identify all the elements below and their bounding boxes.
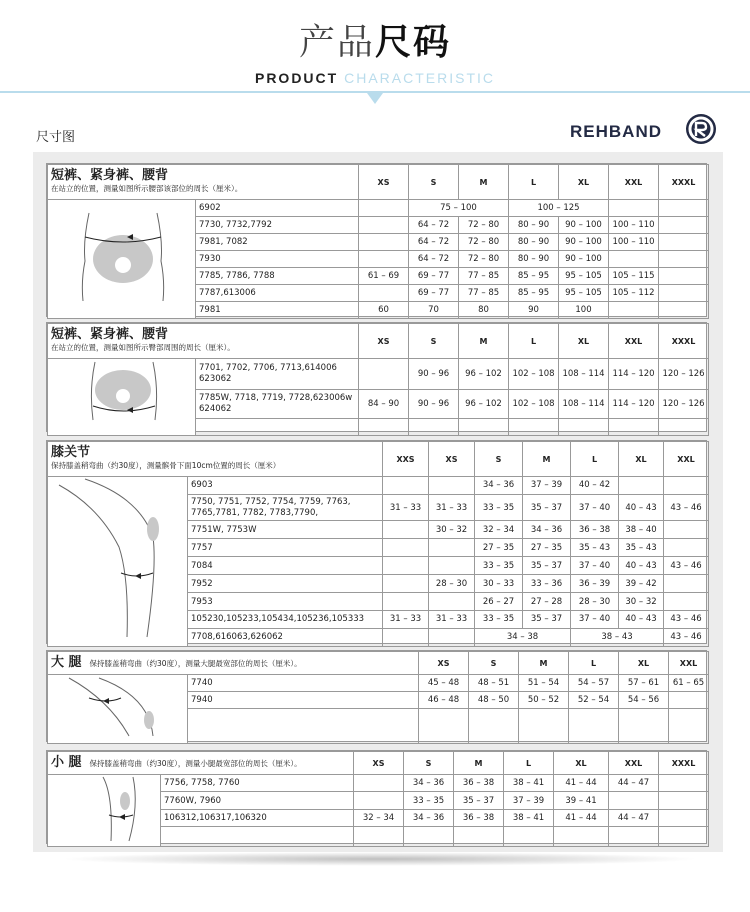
size-value [354,775,404,792]
size-header: XS [359,165,409,200]
thigh-subtitle: 保持膝盖稍弯曲（约30度），测量大腿最宽部位的周长（厘米）。 [89,658,302,668]
calf-subtitle: 保持膝盖稍弯曲（约30度），测量小腿最宽部位的周长（厘米）。 [89,758,302,768]
knee-subtitle: 保持膝盖稍弯曲（约30度），测量髌骨下面10cm位置的周长（厘米） [51,461,281,470]
size-value: 43 – 46 [664,557,709,575]
size-value: 32 – 34 [354,809,404,826]
size-value: 120 – 126 [659,390,709,419]
size-value: 38 – 41 [504,809,554,826]
page-title-light: 产品 [298,22,375,63]
size-header: XL [619,652,669,675]
size-value: 37 – 39 [504,792,554,809]
size-value: 54 – 56 [619,692,669,709]
size-value: 90 – 96 [409,390,459,419]
size-value: 77 – 85 [459,285,509,302]
size-value: 35 – 37 [523,557,571,575]
product-code: 7751W, 7753W [188,521,383,539]
size-value: 48 – 51 [469,675,519,692]
size-value: 43 – 46 [664,611,709,629]
size-header: L [509,165,559,200]
product-code: 106312,106317,106320 [161,809,354,826]
logo-r-icon [686,114,716,144]
size-value [383,593,429,611]
size-value: 61 – 69 [359,268,409,285]
size-value: 33 – 36 [523,575,571,593]
size-value: 105 – 112 [609,285,659,302]
size-value [609,251,659,268]
size-value [659,775,709,792]
size-value: 31 – 33 [429,494,475,520]
waist-title: 短裤、紧身裤、腰背 [51,168,169,183]
size-value [659,251,709,268]
page-title [0,14,750,65]
size-value: 84 – 90 [359,390,409,419]
size-value: 31 – 33 [383,611,429,629]
size-value: 100 [559,302,609,319]
size-value [429,539,475,557]
size-value [659,792,709,809]
size-value [429,557,475,575]
size-value: 38 – 41 [504,775,554,792]
size-value: 30 – 32 [619,593,664,611]
size-value: 33 – 35 [404,792,454,809]
size-value: 28 – 30 [571,593,619,611]
size-value [609,302,659,319]
page-title-bold: 尺码 [375,22,452,63]
size-value [659,217,709,234]
product-code: 7981, 7082 [196,234,359,251]
hip-title: 短裤、紧身裤、腰背 [51,327,169,342]
product-code: 105230,105233,105434,105236,105333 [188,611,383,629]
size-value: 102 – 108 [509,359,559,390]
size-header: XXL [669,652,709,675]
product-code: 6903 [188,477,383,495]
size-value: 37 – 39 [523,477,571,495]
size-header: XS [354,752,404,775]
size-header: XS [429,442,475,477]
size-value: 34 – 36 [523,521,571,539]
product-code: 7730, 7732,7792 [196,217,359,234]
size-header: XXL [609,324,659,359]
size-header: XL [559,324,609,359]
size-value: 72 – 80 [459,234,509,251]
size-value: 64 – 72 [409,251,459,268]
size-value [383,521,429,539]
size-value: 90 – 96 [409,359,459,390]
header-triangle [367,93,383,104]
size-value: 52 – 54 [569,692,619,709]
size-value: 32 – 34 [475,521,523,539]
size-header: XL [554,752,609,775]
size-value: 30 – 32 [429,521,475,539]
size-value: 54 – 57 [569,675,619,692]
size-value [354,792,404,809]
size-value: 26 – 27 [475,593,523,611]
size-header: XXL [609,752,659,775]
product-code: 7785, 7786, 7788 [196,268,359,285]
size-value: 40 – 42 [571,477,619,495]
size-value: 108 – 114 [559,359,609,390]
size-value [659,234,709,251]
size-header: M [459,324,509,359]
size-value: 48 – 50 [469,692,519,709]
knee-illustration [48,477,188,647]
size-value: 70 [409,302,459,319]
size-header: S [475,442,523,477]
size-value: 90 – 100 [559,234,609,251]
rehband-logo [570,114,720,148]
size-header: M [519,652,569,675]
size-value: 31 – 33 [429,611,475,629]
size-value [619,477,664,495]
size-value: 95 – 105 [559,268,609,285]
size-value: 35 – 37 [454,792,504,809]
size-range: 34 – 38 [475,628,571,646]
size-value: 37 – 40 [571,557,619,575]
size-header: S [409,165,459,200]
hip-title-cell [48,324,359,359]
size-value: 33 – 35 [475,557,523,575]
size-value: 27 – 35 [475,539,523,557]
size-value: 114 – 120 [609,359,659,390]
size-value: 41 – 44 [554,775,609,792]
size-value: 27 – 28 [523,593,571,611]
size-value: 35 – 43 [619,539,664,557]
size-header: L [571,442,619,477]
size-value [664,477,709,495]
size-value: 61 – 65 [669,675,709,692]
size-value [659,302,709,319]
size-value: 100 – 110 [609,217,659,234]
product-code: 7787,613006 [196,285,359,302]
calf-title: 小 腿 [51,754,82,770]
size-value: 57 – 61 [619,675,669,692]
size-value: 80 [459,302,509,319]
product-code: 7756, 7758, 7760 [161,775,354,792]
size-value: 39 – 42 [619,575,664,593]
subtitle-dark: PRODUCT [254,70,339,86]
size-value: 36 – 38 [454,809,504,826]
size-value [429,593,475,611]
size-value: 37 – 40 [571,611,619,629]
size-value: 41 – 44 [554,809,609,826]
size-value: 50 – 52 [519,692,569,709]
size-value: 102 – 108 [509,390,559,419]
size-range: 100 – 125 [509,200,609,217]
size-header: L [569,652,619,675]
thigh-illustration [48,675,188,744]
size-value: 31 – 33 [383,494,429,520]
size-value [359,251,409,268]
size-value: 34 – 36 [404,809,454,826]
size-value: 44 – 47 [609,809,659,826]
size-header: XXS [383,442,429,477]
size-value: 33 – 35 [475,611,523,629]
waist-illustration [48,200,196,319]
size-value: 45 – 48 [419,675,469,692]
section-calf [46,750,707,844]
size-value: 44 – 47 [609,775,659,792]
thigh-title-cell [48,652,419,675]
size-value: 64 – 72 [409,217,459,234]
size-value: 43 – 46 [664,494,709,520]
size-value: 34 – 36 [475,477,523,495]
size-value: 80 – 90 [509,234,559,251]
size-value: 36 – 39 [571,575,619,593]
product-code: 7981 [196,302,359,319]
size-value [383,557,429,575]
size-value: 90 – 100 [559,251,609,268]
knee-title-cell [48,442,383,477]
size-header: XL [619,442,664,477]
size-value: 85 – 95 [509,268,559,285]
section-waist [46,163,707,317]
size-value: 90 [509,302,559,319]
product-code: 7701, 7702, 7706, 7713,614006 623062 [196,359,359,390]
size-value: 90 – 100 [559,217,609,234]
size-value [664,539,709,557]
size-value: 51 – 54 [519,675,569,692]
size-value: 80 – 90 [509,251,559,268]
knee-title: 膝关节 [51,445,91,460]
size-header: XXL [609,165,659,200]
size-range: 38 – 43 [571,628,664,646]
size-value: 100 – 110 [609,234,659,251]
size-header: XS [359,324,409,359]
product-code: 7740 [188,675,419,692]
size-value: 43 – 46 [664,628,709,646]
size-header: L [504,752,554,775]
size-value: 35 – 37 [523,494,571,520]
waist-title-cell [48,165,359,200]
size-value [383,539,429,557]
size-header: XL [559,165,609,200]
size-chart-label: 尺寸图 [36,130,76,145]
product-code: 7952 [188,575,383,593]
size-value: 85 – 95 [509,285,559,302]
size-value [669,692,709,709]
size-value: 108 – 114 [559,390,609,419]
size-value [383,477,429,495]
size-value: 33 – 35 [475,494,523,520]
size-value: 72 – 80 [459,217,509,234]
section-knee [46,440,707,644]
size-value: 38 – 40 [619,521,664,539]
size-value [609,792,659,809]
page-subtitle [0,70,750,86]
size-header: XS [419,652,469,675]
size-header: XXL [664,442,709,477]
size-value: 30 – 33 [475,575,523,593]
section-hip [46,322,707,432]
size-value: 69 – 77 [409,285,459,302]
size-value: 96 – 102 [459,359,509,390]
product-code: 7930 [196,251,359,268]
size-range: 75 – 100 [409,200,509,217]
size-value [664,593,709,611]
size-value: 120 – 126 [659,359,709,390]
size-header: M [454,752,504,775]
size-value [659,809,709,826]
size-value: 36 – 38 [571,521,619,539]
size-value: 40 – 43 [619,557,664,575]
waist-subtitle: 在站立的位置，测量如图所示腰部该部位的周长（厘米）。 [51,184,243,193]
size-value: 39 – 41 [554,792,609,809]
size-value [383,575,429,593]
size-value [359,234,409,251]
size-value: 72 – 80 [459,251,509,268]
size-value: 37 – 40 [571,494,619,520]
size-value: 34 – 36 [404,775,454,792]
product-code: 7084 [188,557,383,575]
size-value: 40 – 43 [619,611,664,629]
size-header: XXXL [659,324,709,359]
size-value [359,217,409,234]
section-thigh [46,650,707,742]
product-code: 7708,616063,626062 [188,628,383,646]
size-header: L [509,324,559,359]
size-value: 95 – 105 [559,285,609,302]
size-value [664,575,709,593]
size-value [429,477,475,495]
size-value [659,285,709,302]
product-code: 7750, 7751, 7752, 7754, 7759, 7763, 7765,7781, 7782, 7783,7790, [188,494,383,520]
hip-subtitle: 在站立的位置，测量如图所示臀部周围的周长（厘米）。 [51,343,235,352]
thigh-title: 大 腿 [51,654,82,670]
size-value [359,359,409,390]
size-value: 27 – 35 [523,539,571,557]
size-header: XXXL [659,752,709,775]
calf-title-cell [48,752,354,775]
product-code: 7953 [188,593,383,611]
panel-shadow [60,852,700,866]
size-value: 35 – 37 [523,611,571,629]
size-value: 46 – 48 [419,692,469,709]
subtitle-light: CHARACTERISTIC [344,70,496,86]
product-code: 7940 [188,692,419,709]
size-value: 77 – 85 [459,268,509,285]
size-value: 105 – 115 [609,268,659,285]
size-value: 69 – 77 [409,268,459,285]
size-header: S [404,752,454,775]
size-header: M [459,165,509,200]
logo-text: REHBAND [570,122,662,141]
size-header: M [523,442,571,477]
calf-illustration [48,775,161,847]
size-value: 114 – 120 [609,390,659,419]
size-value: 96 – 102 [459,390,509,419]
size-value: 80 – 90 [509,217,559,234]
size-value: 35 – 43 [571,539,619,557]
product-code: 7785W, 7718, 7719, 7728,623006w 624062 [196,390,359,419]
size-value [664,521,709,539]
size-value: 60 [359,302,409,319]
size-value: 40 – 43 [619,494,664,520]
size-header: S [469,652,519,675]
size-value [359,285,409,302]
size-header: XXXL [659,165,709,200]
hip-illustration [48,359,196,436]
product-code: 7757 [188,539,383,557]
product-code: 6902 [196,200,359,217]
product-code: 7760W, 7960 [161,792,354,809]
size-value: 64 – 72 [409,234,459,251]
size-value: 28 – 30 [429,575,475,593]
size-value [659,268,709,285]
size-header: S [409,324,459,359]
size-value: 36 – 38 [454,775,504,792]
